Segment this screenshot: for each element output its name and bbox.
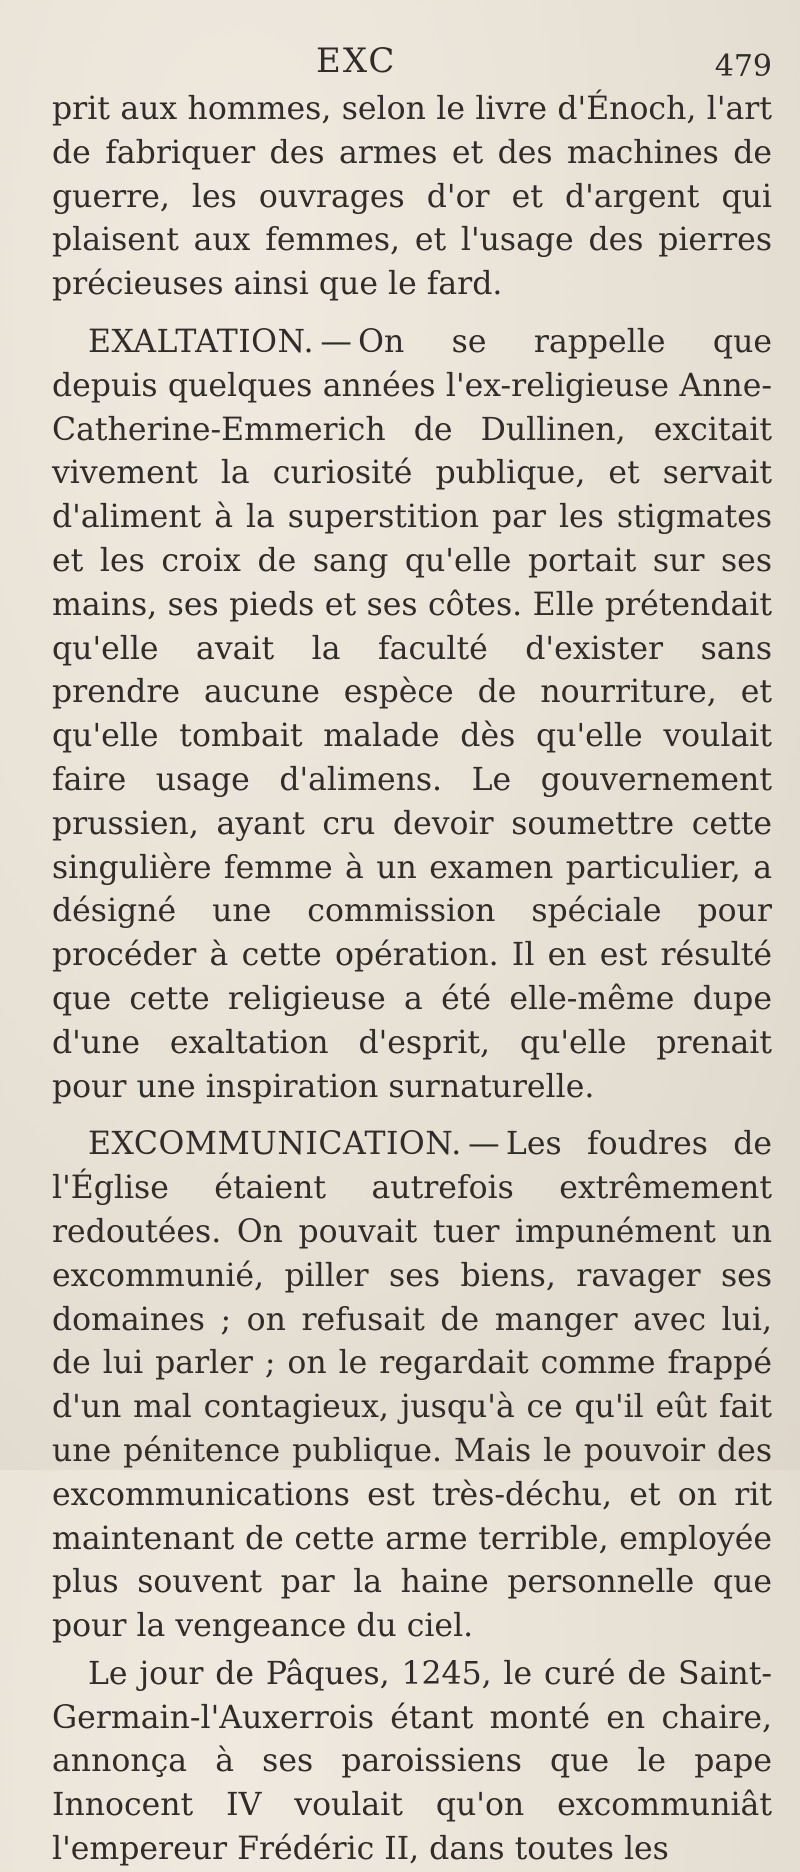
- entry-headword: EXALTATION.: [88, 323, 315, 360]
- paragraph-text: prit aux hommes, selon le livre d'Énoch, l'art de fabriquer des armes et des machines de guerre, les ouvrages d'or et d'argent qui plaisent aux femmes, et l'usage des pierres précieuses ainsi que le fard.: [52, 91, 772, 303]
- body-text: [52, 88, 772, 1872]
- entry-text: Les foudres de l'Église étaient autrefois extrêmement redoutées. On pouvait tuer impunément un excommunié, piller ses biens, ravager ses domaines ; on refusait de manger avec lui, de lui parler ; on le regardait comme frappé d'un mal contagieux, jusqu'à ce qu'il eût fait une pénitence publique. Mais le pouvoir des excommunications est très-déchu, et on rit maintenant de cette arme terrible, employée plus souvent par la haine personnelle que pour la vengeance du ciel.: [52, 1126, 772, 1645]
- running-head-title: EXC: [316, 41, 397, 81]
- entry-headword: EXCOMMUNICATION.: [88, 1126, 462, 1163]
- paragraph-text: Le jour de Pâques, 1245, le curé de Saint-Germain-l'Auxerrois étant monté en chaire, annonça à ses paroissiens que le pape Innocent IV voulait qu'on excommuniât l'empereur Frédéric II, dans toutes les: [52, 1655, 772, 1868]
- running-head: [52, 30, 772, 84]
- page-number: 479: [714, 49, 772, 84]
- entry-dash: —: [468, 1126, 500, 1163]
- entry-dash: —: [320, 323, 352, 360]
- entry-text: On se rappelle que depuis quelques années l'ex-religieuse Anne-Catherine-Emmerich de Dullinen, excitait vivement la curiosité publique, et servait d'aliment à la superstition par les stigmates et les croix de sang qu'elle portait sur ses mains, ses pieds et ses côtes. Elle prétendait qu'elle avait la faculté d'exister sans prendre aucune espèce de nourriture, et qu'elle tombait malade dès qu'elle voulait faire usage d'alimens. Le gouvernement prussien, ayant cru devoir soumettre cette singulière femme à un examen particulier, a désigné une commission spéciale pour procéder à cette opération. Il en est résulté que cette religieuse a été elle-même dupe d'une exaltation d'esprit, qu'elle prenait pour une inspiration surnaturelle.: [52, 323, 772, 1105]
- paragraph-paques: [52, 1653, 772, 1872]
- paragraph-continuation: [52, 88, 772, 307]
- entry-excommunication: [52, 1123, 772, 1649]
- entry-exaltation: [52, 321, 772, 1109]
